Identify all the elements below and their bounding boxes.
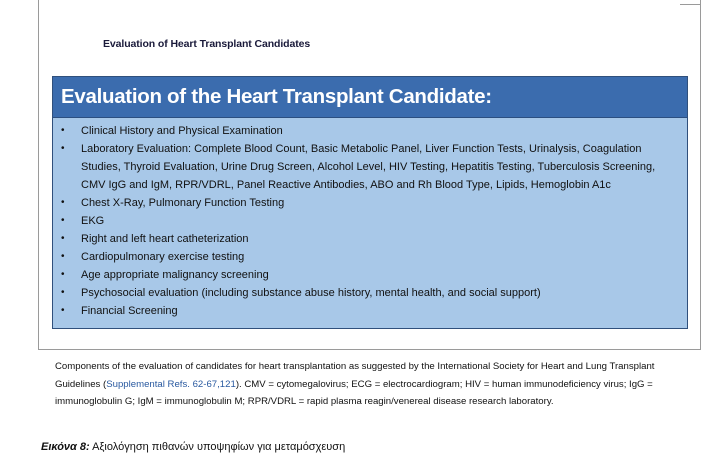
card-title-bar (53, 77, 687, 118)
list-item (53, 194, 687, 212)
frame-border-top-corner (680, 4, 700, 5)
list-item-text: Clinical History and Physical Examination (81, 125, 283, 137)
list-item-text: Financial Screening (81, 305, 178, 317)
list-item (53, 248, 687, 266)
list-item (53, 122, 687, 140)
figure-label: Εικόνα 8: (41, 441, 90, 453)
list-item (53, 140, 687, 194)
supplemental-refs-link[interactable]: Supplemental Refs. 62-67,121 (106, 378, 236, 390)
figure-caption (41, 441, 345, 453)
list-item-text: Laboratory Evaluation: Complete Blood Count, Basic Metabolic Panel, Liver Function Tests, Urinalysis, Coagulation Studies, Thyroid Evaluation, Urine Drug Screen, Alcohol Level, HIV Testing, Hepatitis Testing, Tuberculosis Screening, CMV IgG and IgM, RPR/VDRL, Panel Reactive Antibodies, ABO and Rh Blood Type, Lipids, Hemoglobin A1c (81, 143, 656, 191)
caption-text-before: Components of the evaluation of candidates for heart transplantation as suggested by the International Society for Heart and Lung Transplant Guidelines ( (55, 361, 655, 390)
card-title: Evaluation of the Heart Transplant Candidate: (61, 85, 492, 108)
bullet-icon: • (61, 287, 65, 298)
bullet-icon: • (61, 125, 65, 136)
list-item (53, 284, 687, 302)
evaluation-list (53, 122, 687, 320)
list-item-text: Chest X-Ray, Pulmonary Function Testing (81, 197, 285, 209)
list-item-text: Cardiopulmonary exercise testing (81, 251, 245, 263)
bullet-icon: • (61, 251, 65, 262)
figure-text: Αξιολόγηση πιθανών υποψηφίων για μεταμόσχευση (89, 441, 346, 453)
list-item (53, 212, 687, 230)
list-item-text: Psychosocial evaluation (including substance abuse history, mental health, and social support) (81, 287, 541, 299)
bullet-icon: • (61, 269, 65, 280)
bullet-icon: • (61, 215, 65, 226)
list-item (53, 266, 687, 284)
page-header-title: Evaluation of Heart Transplant Candidates (103, 38, 311, 50)
caption-text-after: ). CMV = cytomegalovirus; ECG = electrocardiogram; HIV = human immunodeficiency virus; IgG = immunoglobulin G; IgM = immunoglobulin M; RPR/VDRL = rapid plasma reagin/venereal disease research laboratory. (55, 378, 653, 407)
bullet-icon: • (61, 233, 65, 244)
bullet-icon: • (61, 305, 65, 316)
list-item-text: EKG (81, 215, 105, 227)
list-item (53, 230, 687, 248)
bullet-icon: • (61, 197, 65, 208)
list-item (53, 302, 687, 320)
list-item-text: Age appropriate malignancy screening (81, 269, 269, 281)
frame-border-right (700, 0, 701, 349)
table-caption (55, 358, 695, 411)
evaluation-card (52, 76, 688, 329)
bullet-icon: • (61, 143, 65, 154)
frame-border-left (38, 0, 39, 349)
caption-divider (38, 349, 701, 350)
list-item-text: Right and left heart catheterization (81, 233, 249, 245)
